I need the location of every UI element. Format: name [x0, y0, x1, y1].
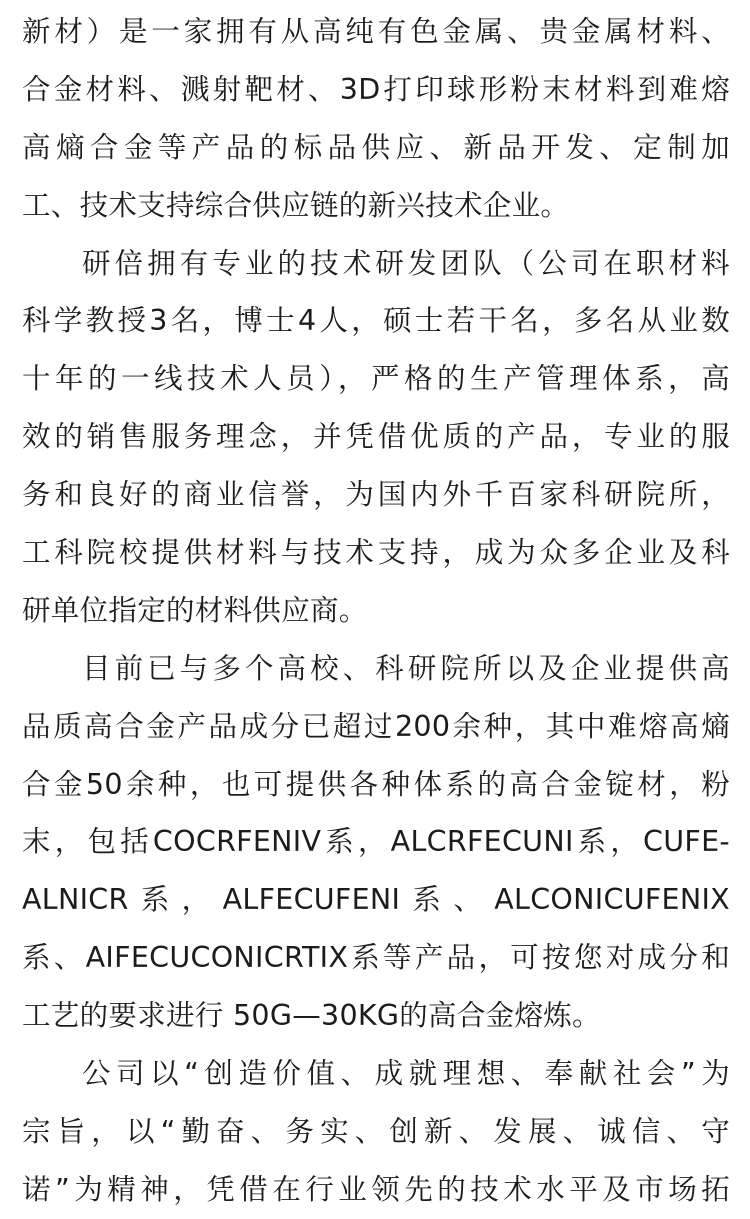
text-line: 合金材料、溅射靶材、3D打印球形粉末材料到难熔: [22, 72, 730, 106]
text-line: 研单位指定的材料供应商。: [22, 593, 368, 627]
text-line: 品质高合金产品成分已超过200余种，其中难熔高熵: [22, 709, 730, 743]
text-line: 工、技术支持综合供应链的新兴技术企业。: [22, 188, 570, 222]
text-line: 工艺的要求进行 50G—30KG的高合金熔炼。: [22, 999, 601, 1033]
text-line: 目前已与多个高校、科研院所以及企业提供高: [82, 651, 730, 685]
text-line: 科学教授3名，博士4人，硕士若干名，多名从业数: [22, 304, 730, 338]
paragraph-company-mission: [22, 1045, 730, 1219]
text-line: 宗旨，以“勤奋、务实、创新、发展、诚信、守: [22, 1114, 730, 1148]
text-line: 合金50余种，也可提供各种体系的高合金锭材，粉: [22, 767, 730, 801]
text-line: 系、AIFECUCONICRTIX系等产品，可按您对成分和: [22, 941, 730, 975]
text-line: 高熵合金等产品的标品供应、新品开发、定制加: [22, 130, 730, 164]
text-line: 诺”为精神，凭借在行业领先的技术水平及市场拓: [22, 1172, 730, 1206]
text-line: 公司以“创造价值、成就理想、奉献社会”为: [82, 1057, 730, 1091]
text-line: 务和良好的商业信誉，为国内外千百家科研院所，: [22, 478, 730, 512]
article-body: [22, 0, 730, 1219]
text-line: 研倍拥有专业的技术研发团队（公司在职材料: [82, 246, 730, 280]
text-line: ALNICR系，ALFECUFENI系、ALCONICUFENIX: [22, 883, 730, 917]
paragraph-rd-team: [22, 235, 730, 640]
text-line: 效的销售服务理念，并凭借优质的产品，专业的服: [22, 420, 730, 454]
text-line: 十年的一线技术人员），严格的生产管理体系，高: [22, 362, 730, 396]
text-line: 末，包括COCRFENIV系，ALCRFECUNI系，CUFE-: [22, 825, 730, 859]
paragraph-company-intro: [22, 3, 730, 235]
text-line: 新材）是一家拥有从高纯有色金属、贵金属材料、: [22, 15, 730, 48]
paragraph-products: [22, 640, 730, 1045]
text-line: 工科院校提供材料与技术支持，成为众多企业及科: [22, 536, 730, 570]
